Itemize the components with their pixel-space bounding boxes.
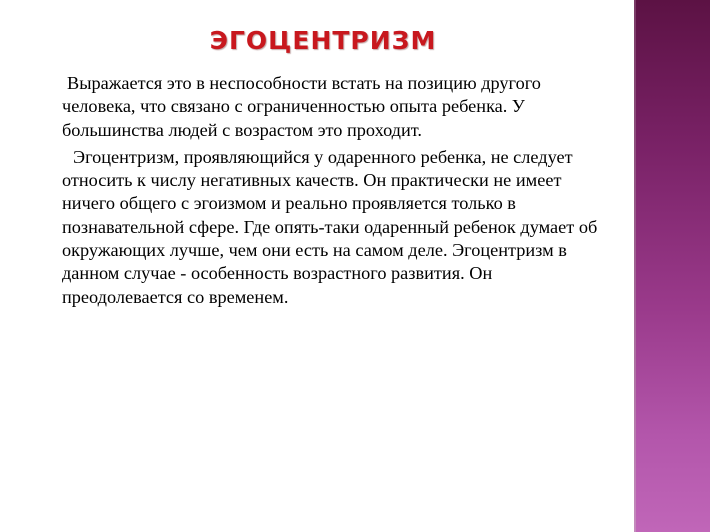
sidebar-edge [634,0,636,532]
slide-title-text: ЭГОЦЕНТРИЗМ [209,26,437,55]
decorative-sidebar [634,0,710,532]
slide-body [62,72,607,313]
paragraph-2: Эгоцентризм, проявляющийся у одаренного ребенка, не следует относить к числу негативных качеств. Он практически не имеет ничего общего с эгоизмом и реально проявляется только в познавательной сфере. Где опять-таки одаренный ребенок думает об окружающих лучше, чем они есть на самом деле. Эгоцентризм в данном случае - особенность возрастного развития. Он преодолевается со временем. [62,146,598,307]
slide-title [0,26,634,55]
paragraph-1: Выражается это в неспособности встать на позицию другого человека, что связано с ограниченностью опыта ребенка. У большинства людей с возрастом это проходит. [62,73,541,140]
